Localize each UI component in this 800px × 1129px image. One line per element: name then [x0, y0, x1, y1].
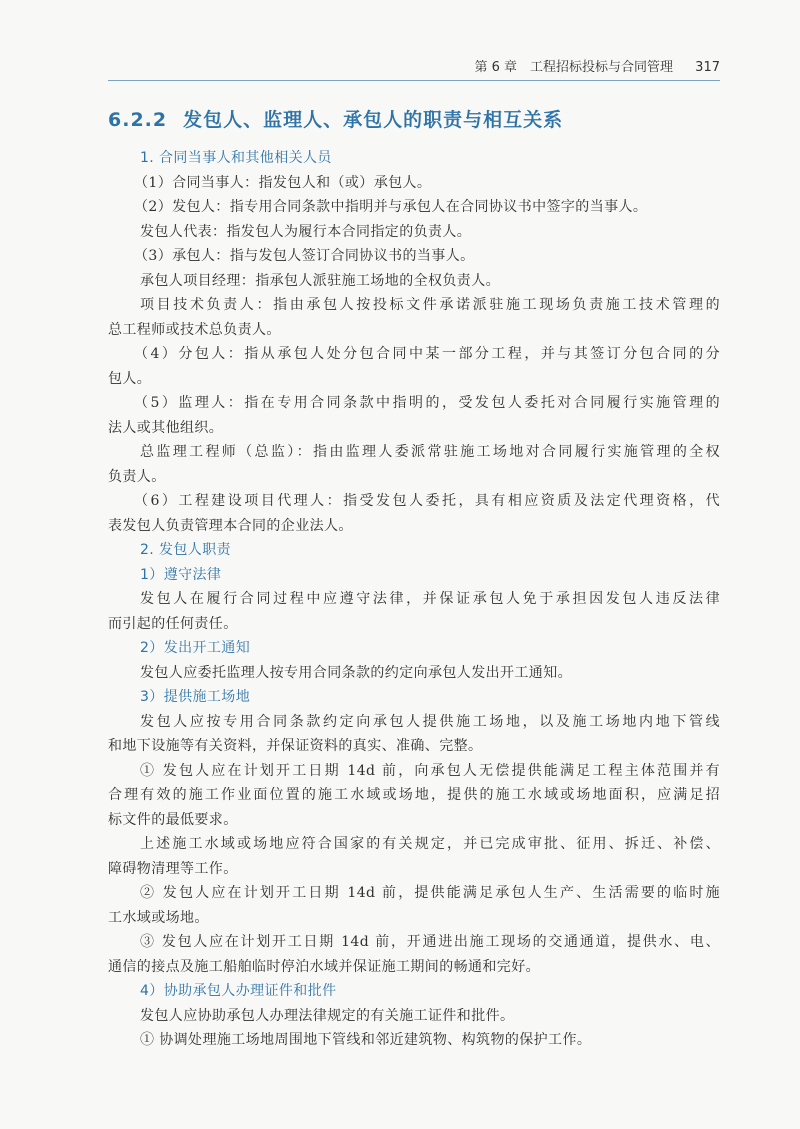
paragraph-line: （1）合同当事人：指发包人和（或）承包人。	[134, 174, 432, 191]
paragraph-line: 法人或其他组织。	[108, 419, 224, 436]
subheading-permits: 4）协助承包人办理证件和批件	[140, 983, 337, 999]
paragraph-line: 发包人应协助承包人办理法律规定的有关施工证件和批件。	[140, 1007, 515, 1024]
heading-employer-duties: 2. 发包人职责	[140, 542, 232, 558]
paragraph-line: 包人。	[108, 370, 152, 387]
section-number: 6.2.2	[108, 109, 168, 131]
paragraph-line: （2）发包人：指专用合同条款中指明并与承包人在合同协议书中签字的当事人。	[134, 199, 648, 215]
header-divider	[108, 80, 720, 81]
paragraph-line: 负责人。	[108, 468, 166, 485]
paragraph-line: 发包人在履行合同过程中应遵守法律，并保证承包人免于承担因发包人违反法律	[140, 591, 720, 607]
paragraph-line: ① 发包人应在计划开工日期 14d 前，向承包人无偿提供能满足工程主体范围并有	[140, 762, 720, 779]
paragraph-line: 通信的接点及施工船舶临时停泊水域并保证施工期间的畅通和完好。	[108, 958, 540, 975]
body-text	[108, 146, 720, 1053]
paragraph-line: 而引起的任何责任。	[108, 615, 238, 632]
paragraph-line: （3）承包人：指与发包人签订合同协议书的当事人。	[134, 248, 475, 264]
paragraph-line: 发包人代表：指发包人为履行本合同指定的负责人。	[140, 223, 472, 240]
paragraph-line: 标文件的最低要求。	[108, 811, 238, 828]
paragraph-line: ② 发包人应在计划开工日期 14d 前，提供能满足承包人生产、生活需要的临时施	[140, 885, 720, 901]
section-title: 发包人、监理人、承包人的职责与相互关系	[183, 109, 564, 131]
subheading-provide-site: 3）提供施工场地	[140, 689, 251, 705]
paragraph-line: 发包人应委托监理人按专用合同条款的约定向承包人发出开工通知。	[140, 664, 572, 681]
paragraph-line: （6）工程建设项目代理人：指受发包人委托，具有相应资质及法定代理资格，代	[134, 493, 720, 509]
paragraph-line: 合理有效的施工作业面位置的施工水域或场地，提供的施工水域或场地面积，应满足招	[108, 787, 720, 803]
subheading-obey-law: 1）遵守法律	[140, 566, 222, 583]
paragraph-line: ③ 发包人应在计划开工日期 14d 前，开通进出施工现场的交通通道，提供水、电、	[140, 934, 720, 950]
subheading-start-notice: 2）发出开工通知	[140, 640, 251, 656]
paragraph-line: 承包人项目经理：指承包人派驻施工场地的全权负责人。	[140, 272, 500, 289]
paragraph-line: 上述施工水域或场地应符合国家的有关规定，并已完成审批、征用、拆迁、补偿、	[140, 836, 720, 852]
paragraph-line: （5）监理人：指在专用合同条款中指明的，受发包人委托对合同履行实施管理的	[134, 395, 720, 411]
paragraph-line: 工水域或场地。	[108, 909, 209, 926]
paragraph-line: 障碍物清理等工作。	[108, 860, 238, 877]
running-header	[108, 56, 720, 80]
paragraph-line: 表发包人负责管理本合同的企业法人。	[108, 517, 353, 534]
chapter-title: 第 6 章 工程招标投标与合同管理	[474, 60, 674, 75]
paragraph-line: ① 协调处理施工场地周围地下管线和邻近建筑物、构筑物的保护工作。	[140, 1032, 592, 1048]
paragraph-line: 总监理工程师（总监）：指由监理人委派常驻施工场地对合同履行实施管理的全权	[140, 444, 720, 460]
section-heading	[108, 105, 563, 132]
paragraph-line: 总工程师或技术总负责人。	[108, 321, 281, 338]
paragraph-line: 发包人应按专用合同条款约定向承包人提供施工场地，以及施工场地内地下管线	[140, 713, 720, 730]
paragraph-line: （4）分包人：指从承包人处分包合同中某一部分工程，并与其签订分包合同的分	[134, 346, 720, 362]
paragraph-line: 和地下设施等有关资料，并保证资料的真实、准确、完整。	[108, 738, 483, 754]
paragraph-line: 项目技术负责人：指由承包人按投标文件承诺派驻施工现场负责施工技术管理的	[140, 297, 720, 313]
page-number: 317	[695, 60, 720, 75]
heading-parties: 1. 合同当事人和其他相关人员	[140, 150, 332, 166]
